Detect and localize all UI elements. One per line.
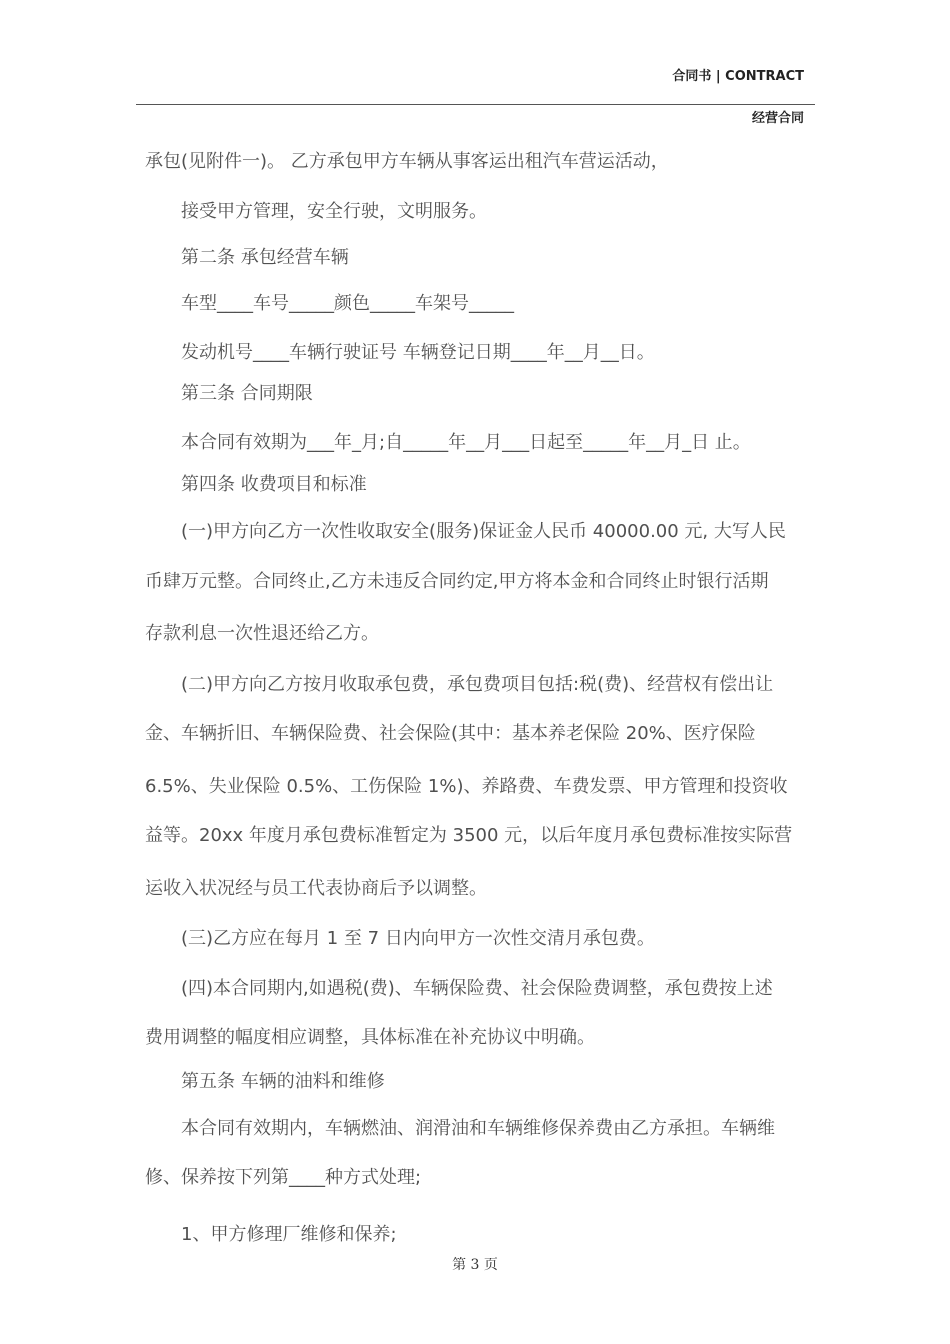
section-heading: 第四条 收费项目和标准 xyxy=(181,474,367,495)
header-brand: 合同书 | CONTRACT xyxy=(672,69,804,84)
body-line: 6.5%、失业保险 0.5%、工伤保险 1%)、养路费、车费发票、甲方管理和投资收 xyxy=(145,776,788,797)
body-line: 益等。20xx 年度月承包费标准暂定为 3500 元，以后年度月承包费标准按实际营 xyxy=(145,825,793,846)
body-line: 接受甲方管理，安全行驶，文明服务。 xyxy=(181,201,487,222)
body-line: (四)本合同期内,如遇税(费)、车辆保险费、社会保险费调整，承包费按上述 xyxy=(181,978,773,999)
body-line: (二)甲方向乙方按月收取承包费，承包费项目包括:税(费)、经营权有偿出让 xyxy=(181,674,774,695)
body-line: 承包(见附件一)。 乙方承包甲方车辆从事客运出租汽车营运活动， xyxy=(145,151,669,172)
body-line: 币肆万元整。合同终止,乙方未违反合同约定,甲方将本金和合同终止时银行活期 xyxy=(145,571,769,592)
body-line: (一)甲方向乙方一次性收取安全(服务)保证金人民币 40000.00 元, 大写人民 xyxy=(181,521,786,542)
body-line: 运收入状况经与员工代表协商后予以调整。 xyxy=(145,878,487,899)
list-item: 1、甲方修理厂维修和保养; xyxy=(181,1224,397,1245)
body-line: 本合同有效期内，车辆燃油、润滑油和车辆维修保养费由乙方承担。车辆维 xyxy=(181,1118,775,1139)
body-line: 发动机号____车辆行驶证号 车辆登记日期____年__月__日。 xyxy=(181,342,655,363)
body-line: 金、车辆折旧、车辆保险费、社会保险(其中：基本养老保险 20%、医疗保险 xyxy=(145,723,756,744)
header-divider xyxy=(136,104,815,105)
header-category: 经营合同 xyxy=(751,111,804,126)
section-heading: 第五条 车辆的油料和维修 xyxy=(181,1071,385,1092)
section-heading: 第三条 合同期限 xyxy=(181,383,313,404)
page-number: 第 3 页 xyxy=(452,1257,498,1273)
section-heading: 第二条 承包经营车辆 xyxy=(181,247,349,268)
body-line: (三)乙方应在每月 1 至 7 日内向甲方一次性交清月承包费。 xyxy=(181,928,655,949)
body-line: 修、保养按下列第____种方式处理; xyxy=(145,1167,422,1188)
body-line: 本合同有效期为___年_月;自_____年__月___日起至_____年__月_日 止。 xyxy=(181,432,751,453)
body-line: 存款利息一次性退还给乙方。 xyxy=(145,623,379,644)
body-line: 费用调整的幅度相应调整，具体标准在补充协议中明确。 xyxy=(145,1027,595,1048)
body-line: 车型____车号_____颜色_____车架号_____ xyxy=(181,293,514,314)
